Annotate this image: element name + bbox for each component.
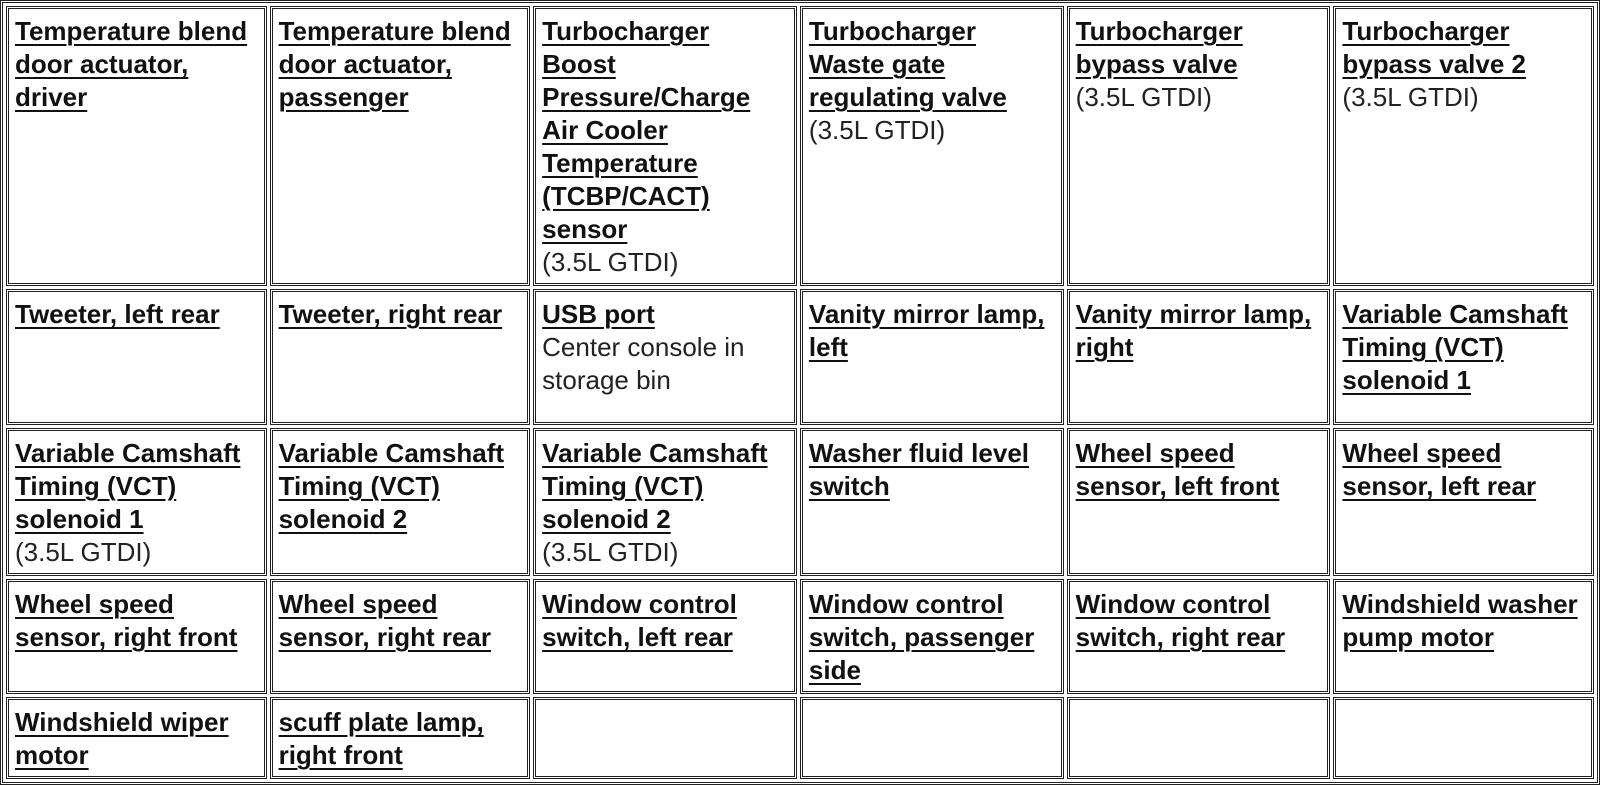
component-link[interactable]: Window control switch, left rear bbox=[542, 589, 737, 652]
table-cell bbox=[800, 579, 1064, 694]
table-cell bbox=[1333, 6, 1594, 286]
component-link[interactable]: Wheel speed sensor, right front bbox=[15, 589, 238, 652]
component-link[interactable]: Wheel speed sensor, left rear bbox=[1342, 438, 1537, 501]
component-link[interactable]: Temperature blend door actuator, driver bbox=[15, 16, 248, 112]
empty-cell bbox=[533, 697, 797, 779]
table-row bbox=[6, 428, 1594, 576]
component-link[interactable]: Variable Camshaft Timing (VCT) solenoid 2 bbox=[278, 438, 505, 534]
table-cell bbox=[1067, 289, 1331, 425]
table-cell bbox=[533, 6, 797, 286]
component-link[interactable]: Variable Camshaft Timing (VCT) solenoid 1 bbox=[1342, 299, 1568, 395]
component-link[interactable]: Turbocharger Boost Pressure/Charge Air Cooler Temperature (TCBP/CACT) sensor bbox=[542, 16, 751, 244]
component-link[interactable]: Variable Camshaft Timing (VCT) solenoid 2 bbox=[542, 438, 768, 534]
component-link[interactable]: Vanity mirror lamp, right bbox=[1075, 299, 1312, 362]
table-cell bbox=[6, 6, 267, 286]
component-note: (3.5L GTDI) bbox=[542, 537, 679, 567]
table-cell bbox=[270, 6, 531, 286]
empty-cell bbox=[1067, 697, 1331, 779]
table-cell bbox=[1067, 579, 1331, 694]
component-link[interactable]: Tweeter, right rear bbox=[278, 299, 503, 329]
table-cell bbox=[800, 289, 1064, 425]
component-link[interactable]: Turbocharger bypass valve bbox=[1075, 16, 1243, 79]
table-row bbox=[6, 579, 1594, 694]
component-note: (3.5L GTDI) bbox=[542, 247, 679, 277]
table-cell bbox=[6, 697, 267, 779]
component-link[interactable]: Tweeter, left rear bbox=[15, 299, 220, 329]
component-note: (3.5L GTDI) bbox=[808, 115, 946, 145]
component-link[interactable]: Windshield washer pump motor bbox=[1342, 589, 1578, 652]
table-cell bbox=[1333, 579, 1594, 694]
component-link[interactable]: Vanity mirror lamp, left bbox=[808, 299, 1045, 362]
table-body bbox=[6, 6, 1594, 779]
component-link[interactable]: Window control switch, right rear bbox=[1075, 589, 1286, 652]
table-cell bbox=[533, 579, 797, 694]
table-cell bbox=[6, 289, 267, 425]
component-link[interactable]: Washer fluid level switch bbox=[808, 438, 1030, 501]
component-note: (3.5L GTDI) bbox=[15, 537, 152, 567]
component-link[interactable]: Window control switch, passenger side bbox=[808, 589, 1035, 685]
table-cell bbox=[1333, 428, 1594, 576]
table-cell bbox=[270, 579, 531, 694]
component-link[interactable]: Temperature blend door actuator, passenger bbox=[278, 16, 511, 112]
table-cell bbox=[1067, 428, 1331, 576]
component-link[interactable]: Wheel speed sensor, left front bbox=[1075, 438, 1280, 501]
table-cell bbox=[270, 428, 531, 576]
component-link[interactable]: Turbocharger Waste gate regulating valve bbox=[808, 16, 1007, 112]
table-cell bbox=[270, 697, 531, 779]
component-link[interactable]: USB port bbox=[542, 299, 655, 329]
table-cell bbox=[1333, 289, 1594, 425]
table-cell bbox=[6, 428, 267, 576]
component-note: Center console in storage bin bbox=[542, 332, 745, 395]
empty-cell bbox=[1333, 697, 1594, 779]
table-cell bbox=[6, 579, 267, 694]
table-row bbox=[6, 6, 1594, 286]
component-note: (3.5L GTDI) bbox=[1342, 82, 1479, 112]
table-cell bbox=[270, 289, 531, 425]
component-note: (3.5L GTDI) bbox=[1075, 82, 1212, 112]
table-cell bbox=[1067, 6, 1331, 286]
empty-cell bbox=[800, 697, 1064, 779]
table-cell bbox=[800, 6, 1064, 286]
component-link[interactable]: Windshield wiper motor bbox=[15, 707, 229, 770]
component-link[interactable]: Wheel speed sensor, right rear bbox=[278, 589, 491, 652]
component-link[interactable]: Variable Camshaft Timing (VCT) solenoid 1 bbox=[15, 438, 241, 534]
component-link[interactable]: Turbocharger bypass valve 2 bbox=[1342, 16, 1526, 79]
component-link[interactable]: scuff plate lamp, right front bbox=[278, 707, 484, 770]
table-cell bbox=[533, 289, 797, 425]
table-row bbox=[6, 697, 1594, 779]
table-row bbox=[6, 289, 1594, 425]
table-cell bbox=[800, 428, 1064, 576]
table-cell bbox=[533, 428, 797, 576]
